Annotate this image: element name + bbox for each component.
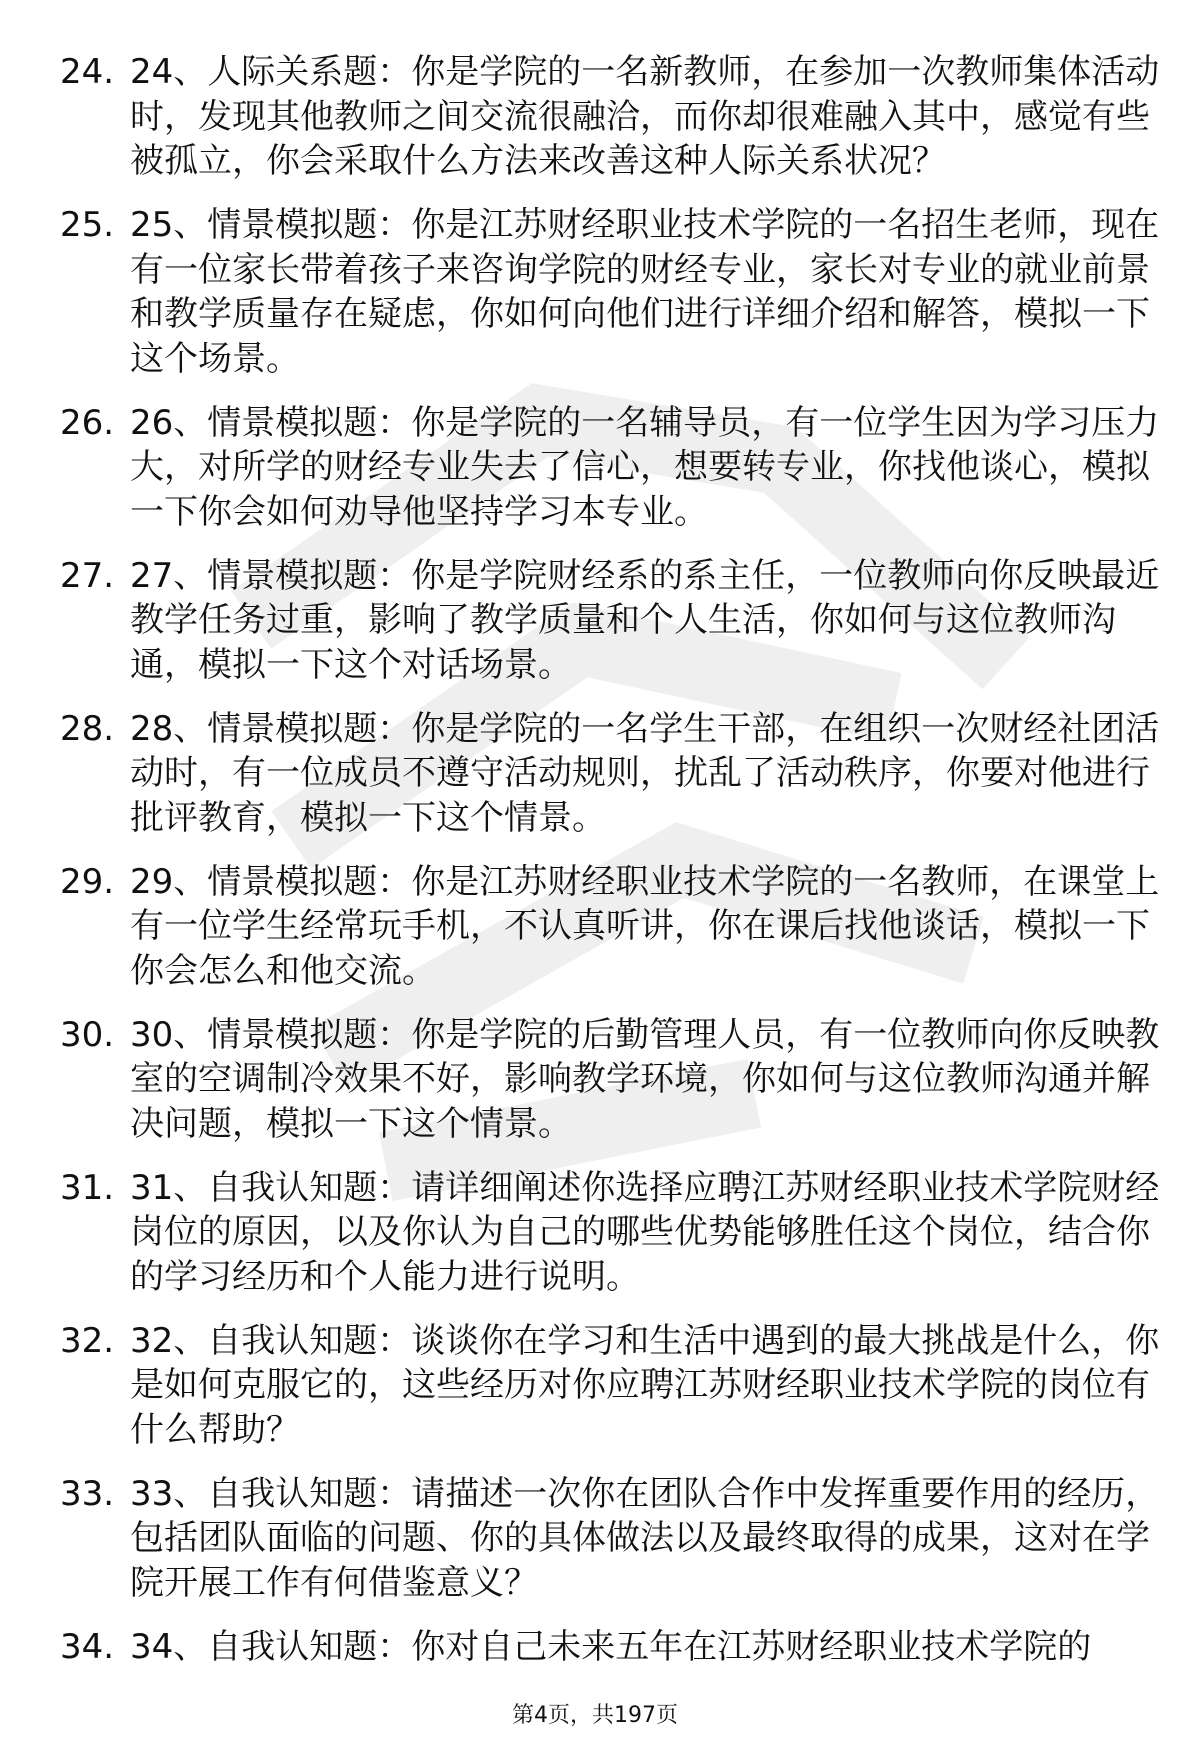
- list-item: [60, 860, 1160, 994]
- question-text: 30、情景模拟题：你是学院的后勤管理人员，有一位教师向你反映教室的空调制冷效果不好，影响教学环境，你如何与这位教师沟通并解决问题，模拟一下这个情景。: [130, 1014, 1160, 1144]
- item-number: 30.: [60, 1014, 115, 1055]
- question-text: 25、情景模拟题：你是江苏财经职业技术学院的一名招生老师，现在有一位家长带着孩子来咨询学院的财经专业，家长对专业的就业前景和教学质量存在疑虑，你如何向他们进行详细介绍和解答，模拟一下这个场景。: [130, 205, 1160, 379]
- list-item: [60, 1319, 1160, 1453]
- item-number: 27.: [60, 555, 115, 596]
- item-number: 24.: [60, 52, 115, 92]
- list-item: [60, 707, 1160, 841]
- list-item: [60, 203, 1160, 381]
- item-number: 33.: [60, 1473, 115, 1514]
- item-number: 28.: [60, 708, 115, 749]
- question-text: 31、自我认知题：请详细阐述你选择应聘江苏财经职业技术学院财经岗位的原因，以及你认为自己的哪些优势能够胜任这个岗位，结合你的学习经历和个人能力进行说明。: [130, 1167, 1160, 1297]
- list-item: [60, 554, 1160, 688]
- item-number: 32.: [60, 1320, 115, 1361]
- question-text: 27、情景模拟题：你是学院财经系的系主任，一位教师向你反映最近教学任务过重，影响了教学质量和个人生活，你如何与这位教师沟通，模拟一下这个对话场景。: [130, 555, 1160, 685]
- question-text: 24、人际关系题：你是学院的一名新教师，在参加一次教师集体活动时，发现其他教师之间交流很融洽，而你却很难融入其中，感觉有些被孤立，你会采取什么方法来改善这种人际关系状况？: [130, 52, 1160, 181]
- question-text: 29、情景模拟题：你是江苏财经职业技术学院的一名教师，在课堂上有一位学生经常玩手机，不认真听讲，你在课后找他谈话，模拟一下你会怎么和他交流。: [130, 861, 1160, 991]
- item-number: 31.: [60, 1167, 115, 1208]
- question-text: 28、情景模拟题：你是学院的一名学生干部，在组织一次财经社团活动时，有一位成员不遵守活动规则，扰乱了活动秩序，你要对他进行批评教育，模拟一下这个情景。: [130, 708, 1160, 838]
- list-item: [60, 1166, 1160, 1300]
- item-number: 29.: [60, 861, 115, 902]
- list-item: [60, 50, 1160, 184]
- item-number: 25.: [60, 205, 115, 245]
- list-item: [60, 401, 1160, 535]
- list-item: [60, 1013, 1160, 1147]
- item-number: 34.: [60, 1626, 115, 1667]
- item-number: 26.: [60, 402, 115, 443]
- question-text: 32、自我认知题：谈谈你在学习和生活中遇到的最大挑战是什么，你是如何克服它的，这些经历对你应聘江苏财经职业技术学院的岗位有什么帮助？: [130, 1320, 1160, 1450]
- question-text: 26、情景模拟题：你是学院的一名辅导员，有一位学生因为学习压力大，对所学的财经专业失去了信心，想要转专业，你找他谈心，模拟一下你会如何劝导他坚持学习本专业。: [130, 402, 1160, 532]
- question-text: 34、自我认知题：你对自己未来五年在江苏财经职业技术学院的: [130, 1626, 1092, 1667]
- question-text: 33、自我认知题：请描述一次你在团队合作中发挥重要作用的经历，包括团队面临的问题、你的具体做法以及最终取得的成果，这对在学院开展工作有何借鉴意义？: [130, 1473, 1160, 1603]
- list-item: [60, 1472, 1160, 1606]
- list-item: [60, 1625, 1160, 1670]
- page-footer: 第4页，共197页: [512, 1703, 678, 1728]
- question-list: [60, 50, 1160, 1689]
